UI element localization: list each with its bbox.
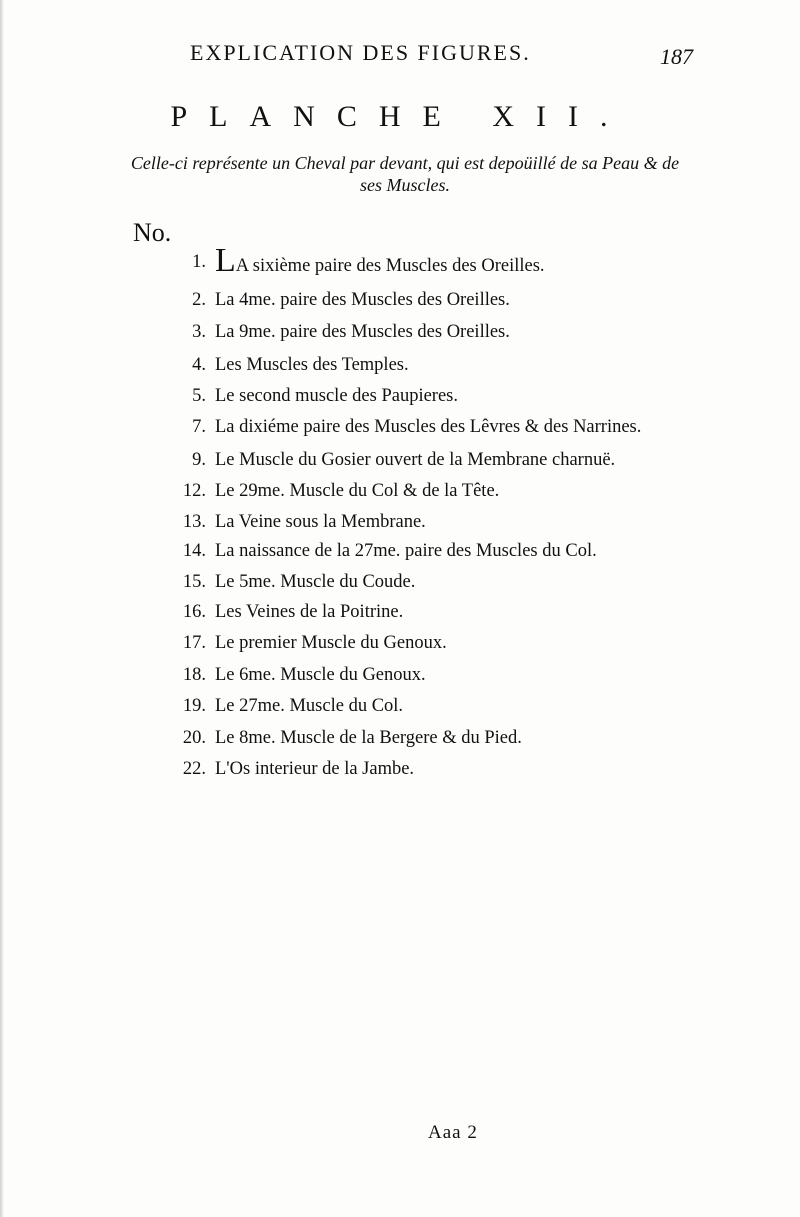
page-number: 187 [660,44,693,69]
entry-text: La naissance de la 27me. paire des Muscles du Col. [215,541,597,561]
entry-text: Les Muscles des Temples. [215,355,409,375]
signature-mark: Aaa 2 [428,1122,478,1143]
entry-text: La 9me. paire des Muscles des Oreilles. [215,322,510,342]
entry-number: 13. [182,512,206,532]
entry-text: Le Muscle du Gosier ouvert de la Membrane charnuë. [215,450,616,470]
entry-text: Le 29me. Muscle du Col & de la Tête. [215,481,500,501]
entry-number: 16. [182,602,206,622]
entry-number: 15. [182,572,206,592]
page-edge-shadow [0,0,4,1217]
entry-text: Les Veines de la Poitrine. [215,602,404,622]
entry-text: L'Os interieur de la Jambe. [215,759,415,779]
entry-text: Le premier Muscle du Genoux. [215,633,447,653]
drop-cap: L [215,242,236,279]
entry-text [215,242,545,279]
entry-number: 4. [192,355,206,375]
entry-text: La dixiéme paire des Muscles des Lêvres & des Narrines. [215,417,642,437]
plate-caption: Celle-ci représente un Cheval par devant, qui est depoüillé de sa Peau & de ses Muscles. [130,153,680,195]
entry-text: Le 8me. Muscle de la Bergere & du Pied. [215,728,522,748]
entry-text: La 4me. paire des Muscles des Oreilles. [215,290,510,310]
entry-number: 9. [192,450,206,470]
plate-title: PLANCHE XII. [170,100,630,133]
entry-text: Le 5me. Muscle du Coude. [215,572,416,592]
entry-number: 3. [192,322,206,342]
entry-text: La Veine sous la Membrane. [215,512,426,532]
entry-number: 12. [182,481,206,501]
entry-number: 19. [182,696,206,716]
entry-text: Le 27me. Muscle du Col. [215,696,404,716]
entry-number: 22. [182,759,206,779]
entry-number: 18. [182,665,206,685]
running-head: EXPLICATION DES FIGURES. [190,40,531,65]
entry-number: 2. [192,290,206,310]
entry-number: 20. [182,728,206,748]
entry-text-body: A sixième paire des Muscles des Oreilles. [235,256,545,276]
entry-number: 1. [192,252,206,272]
entry-number: 17. [182,633,206,653]
entry-text: Le 6me. Muscle du Genoux. [215,665,426,685]
number-column-label: No. [133,218,172,247]
entry-number: 7. [192,417,206,437]
entry-number: 5. [192,386,206,406]
entry-number: 14. [182,541,206,561]
entry-text: Le second muscle des Paupieres. [215,386,458,406]
